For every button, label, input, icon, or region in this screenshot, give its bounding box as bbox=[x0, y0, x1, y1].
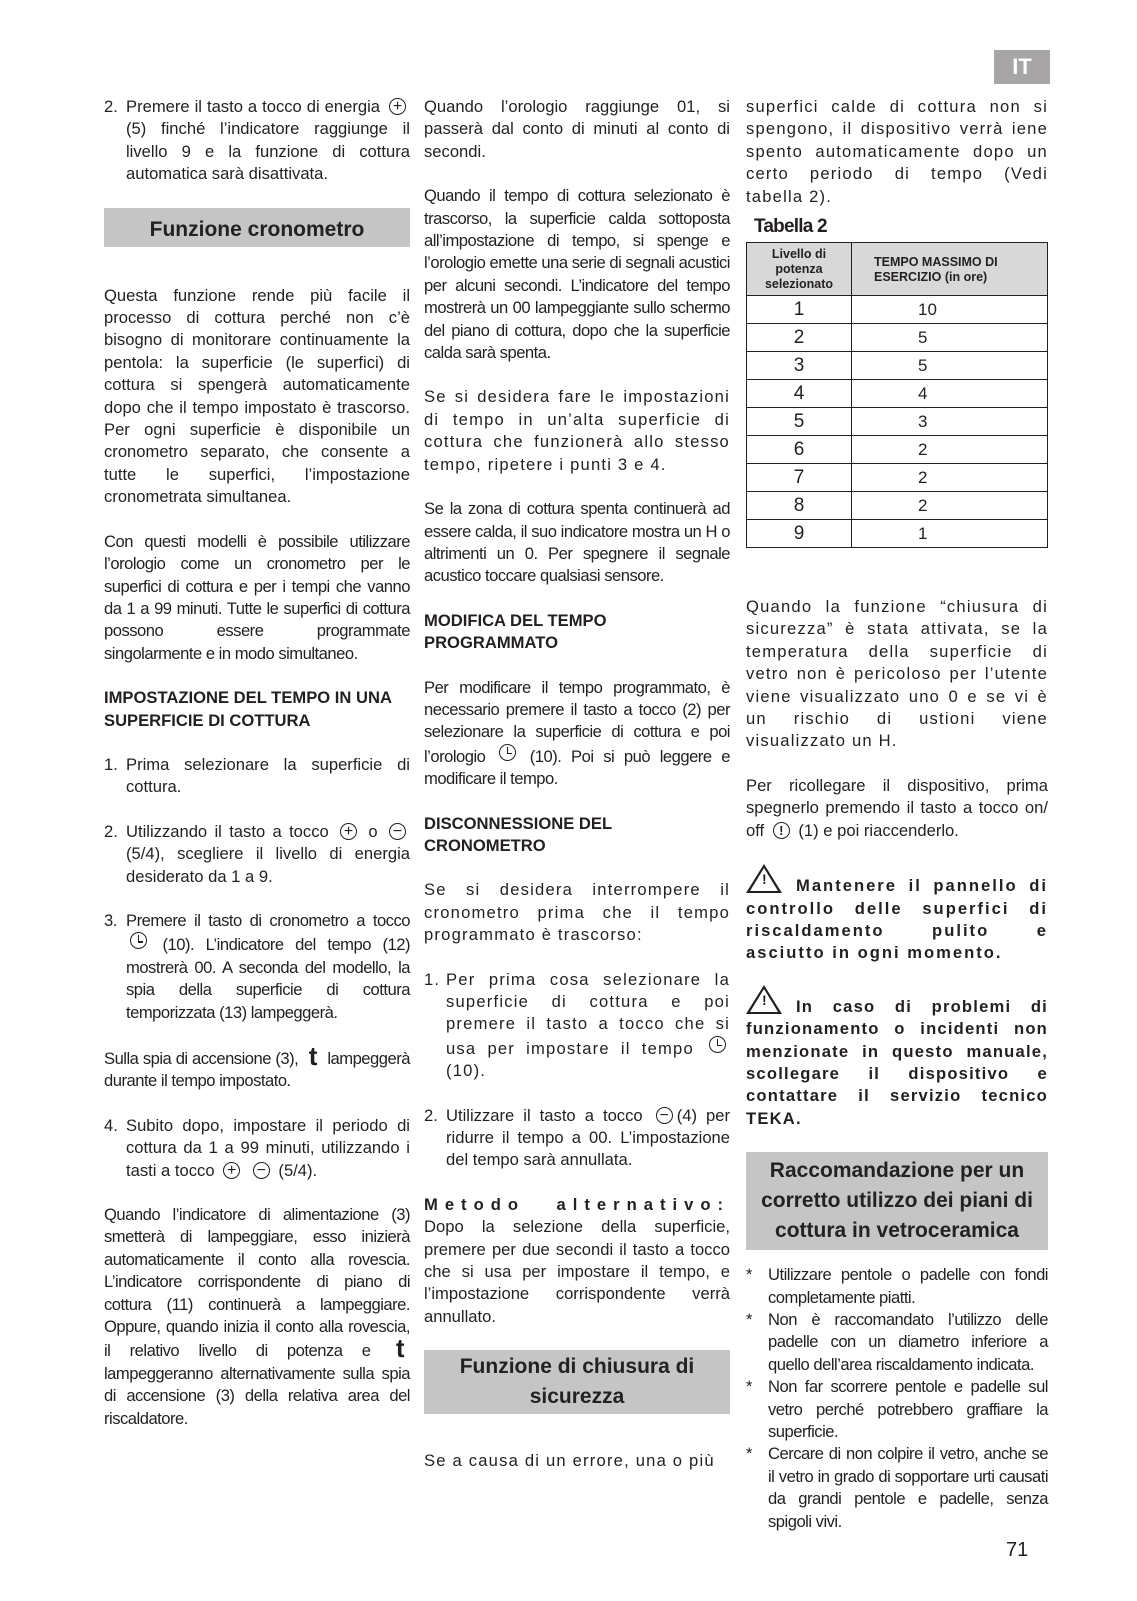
table-cell-hours: 2 bbox=[852, 492, 1048, 520]
step-text: Premere il tasto di cronometro a tocco bbox=[126, 910, 410, 930]
table-cell-hours: 2 bbox=[852, 436, 1048, 464]
paragraph: Se si desidera fare le impostazioni di tempo in un’alta superficie di cottura che funzionerà allo stesso tempo, ripetere i punti 3 e 4. bbox=[424, 387, 730, 474]
table-cell-level: 2 bbox=[747, 324, 852, 352]
minus-icon: − bbox=[656, 1107, 673, 1124]
paragraph: Con questi modelli è possibile utilizzare l’orologio come un cronometro per le superfici di cottura e per i tempi che vanno da 1 a 99 minuti. Tutte le superfici di cottura possono essere programmate singolarmente e in modo simultaneo. bbox=[104, 531, 410, 663]
paragraph: Sulla spia di accensione (3), bbox=[104, 1049, 299, 1068]
paragraph: superfici calde di cottura non si spengono, il dispositivo verrà iene spento automaticamente dopo un certo periodo di tempo (Vedi tabella 2). bbox=[746, 97, 1048, 206]
warning-icon: ! bbox=[746, 864, 782, 893]
list-item: * Utilizzare pentole o padelle con fondi completamente piatti. bbox=[746, 1264, 1048, 1309]
paragraph: lampeggeranno alternativamente sulla spia di accensione (3) della relativa area del riscaldatore. bbox=[104, 1363, 410, 1428]
paragraph: Quando il tempo di cottura selezionato è trascorso, la superficie calda sottoposta all’impostazione di tempo, si spenge e l’orologio emette una serie di segnali acustici per alcuni secondi. L’indicatore del tempo mostrerà un 00 lampeggiante sullo schermo del piano di cottura, dopo che la superficie calda sarà spenta. bbox=[424, 186, 730, 363]
step-text: Utilizzare il tasto a tocco bbox=[446, 1105, 643, 1125]
list-item bbox=[104, 910, 410, 1024]
paragraph: Se a causa di un errore, una o più bbox=[424, 1451, 715, 1471]
table-row bbox=[747, 436, 1048, 464]
table-row bbox=[747, 520, 1048, 548]
list-item bbox=[104, 754, 410, 799]
alt-method-label: Metodo alternativo: bbox=[424, 1194, 730, 1214]
table-cell-hours: 3 bbox=[852, 408, 1048, 436]
power-icon: ! bbox=[773, 822, 790, 839]
paragraph: Dopo la selezione della superficie, premere per due secondi il tasto a tocco che si usa per impostare il tempo, e l’impostazione corrispondente verrà annullato. bbox=[424, 1217, 730, 1326]
step-text: Subito dopo, impostare il periodo di cottura da 1 a 99 minuti, utilizzando i tasti a tocco bbox=[126, 1115, 410, 1180]
table-title: Tabella 2 bbox=[754, 216, 827, 238]
table-body bbox=[747, 296, 1048, 548]
recommendation-list bbox=[746, 1264, 1048, 1533]
table-row bbox=[747, 324, 1048, 352]
table-cell-level: 5 bbox=[747, 408, 852, 436]
step-text: Utilizzando il tasto a tocco bbox=[126, 821, 329, 841]
subheading: MODIFICA DEL TEMPO PROGRAMMATO bbox=[424, 610, 607, 653]
table-cell-level: 3 bbox=[747, 352, 852, 380]
table-row bbox=[747, 492, 1048, 520]
paragraph: Quando l’indicatore di alimentazione (3) smetterà di lampeggiare, esso inizierà automaticamente il conto alla rovescia. L’indicatore corrispondente di piano di cottura (11) continuerà a lampeggiare. Oppure, quando inizia il conto alla rovescia, il relativo livello di potenza bbox=[104, 1205, 410, 1361]
paragraph: Per modificare il tempo programmato, è necessario premere il tasto a tocco (2) per selezionare la superficie di cottura e poi l’orologio bbox=[424, 677, 730, 766]
clock-icon bbox=[130, 932, 147, 949]
step-number: 1. bbox=[424, 969, 441, 989]
table-cell-hours: 5 bbox=[852, 324, 1048, 352]
paragraph: Per ricollegare il dispositivo, prima spegnerlo premendo il tasto a tocco on/ off bbox=[746, 775, 1048, 840]
list-item bbox=[104, 821, 410, 888]
table-header: Livello di potenza selezionato bbox=[747, 243, 852, 296]
step-text: (10). bbox=[446, 1061, 487, 1081]
list-item bbox=[424, 1105, 730, 1172]
clock-icon bbox=[709, 1036, 726, 1053]
table-cell-level: 7 bbox=[747, 464, 852, 492]
table-cell-level: 4 bbox=[747, 380, 852, 408]
warning-icon: ! bbox=[746, 985, 782, 1014]
list-item: * Non è raccomandato l’utilizzo delle padelle con un diametro inferiore a quello dell’area riscaldamento indicata. bbox=[746, 1309, 1048, 1376]
table-cell-hours: 5 bbox=[852, 352, 1048, 380]
step-number: 2. bbox=[104, 821, 118, 841]
step-number: 4. bbox=[104, 1115, 118, 1135]
table-cell-level: 8 bbox=[747, 492, 852, 520]
plus-icon: + bbox=[389, 98, 406, 115]
paragraph: (10). Poi si può leggere e modificare il tempo. bbox=[424, 746, 730, 789]
paragraph: (1) e poi riaccenderlo. bbox=[798, 820, 959, 840]
step-2-energy bbox=[104, 96, 410, 186]
table-2 bbox=[746, 242, 1048, 548]
clock-icon bbox=[499, 744, 516, 761]
section-heading-raccomandazione: Raccomandazione per un corretto utilizzo dei piani di cottura in vetroceramica bbox=[746, 1152, 1048, 1250]
list-item: * Non far scorrere pentole e padelle sul vetro perché potrebbero graffiare la superficie. bbox=[746, 1376, 1048, 1443]
warning-text: Mantenere il pannello di controllo delle superfici di riscaldamento pulito e asciutto in ogni momento. bbox=[746, 876, 1048, 963]
table-cell-hours: 1 bbox=[852, 520, 1048, 548]
paragraph: Quando la funzione “chiusura di sicurezza” è stata attivata, se la temperatura della superficie di vetro non è pericoloso per l’utente viene visualizzato uno 0 e se vi è un rischio di ustioni viene visualizzato un H. bbox=[746, 597, 1048, 751]
list-item: * Cercare di non colpire il vetro, anche se il vetro in grado di sopportare urti causati da grandi pentole e padelle, senza spigoli vivi. bbox=[746, 1443, 1048, 1533]
table-row bbox=[747, 352, 1048, 380]
table-cell-level: 6 bbox=[747, 436, 852, 464]
step-text: (10). L’indicatore del tempo (12) mostrerà 00. A seconda del modello, la spia della superficie di cottura temporizzata (13) lampeggerà. bbox=[126, 935, 410, 1022]
column-1 bbox=[104, 96, 410, 1452]
warning-text: In caso di problemi di funzionamento o incidenti non menzionate in questo manuale, scollegare il dispositivo e contattare il servizio tecnico TEKA. bbox=[746, 996, 1048, 1128]
step-number: 2. bbox=[424, 1105, 438, 1125]
paragraph: Questa funzione rende più facile il processo di cottura perché non c’è bisogno di monitorare continuamente la pentola: la superficie (le superfici) di cottura si spengerà automaticamente dopo che il tempo impostato è trascorso. Per ogni superficie è disponibile un cronometro separato, che consente a tutte le superfici, l’impostazione cronometrata simultanea. bbox=[104, 285, 410, 507]
paragraph: Se la zona di cottura spenta continuerà ad essere calda, il suo indicatore mostra un H o altrimenti un 0. Per spegnere il segnale acustico toccare qualsiasi sensore. bbox=[424, 499, 730, 586]
table-row bbox=[747, 408, 1048, 436]
list-item bbox=[104, 1115, 410, 1182]
step-text: (5/4), scegliere il livello di energia desiderato da 1 a 9. bbox=[126, 844, 410, 886]
paragraph: e bbox=[361, 1341, 371, 1361]
paragraph: lampeggerà durante il tempo impostato. bbox=[104, 1049, 410, 1091]
subheading: DISCONNESSIONE DEL CRONOMETRO bbox=[424, 813, 612, 855]
table-row bbox=[747, 464, 1048, 492]
section-heading-cronometro: Funzione cronometro bbox=[104, 208, 410, 247]
column-3 bbox=[746, 96, 1048, 1533]
column-2 bbox=[424, 96, 730, 1495]
step-text: Per prima cosa selezionare la superficie di cottura e poi premere il tasto a tocco che si usa per impostare il tempo bbox=[446, 969, 730, 1058]
subheading: IMPOSTAZIONE DEL TEMPO IN UNA SUPERFICIE DI COTTURA bbox=[104, 688, 392, 730]
step-number: 3. bbox=[104, 910, 117, 930]
section-heading-chiusura: Funzione di chiusura di sicurezza bbox=[424, 1350, 730, 1414]
step-text: o bbox=[368, 821, 378, 841]
step-text: Prima selezionare la superficie di cottura. bbox=[126, 754, 410, 797]
step-text: (5/4). bbox=[278, 1160, 318, 1180]
table-cell-hours: 2 bbox=[852, 464, 1048, 492]
step-text: Premere il tasto a tocco di energia bbox=[126, 97, 380, 116]
table-header: TEMPO MASSIMO DI ESERCIZIO (in ore) bbox=[852, 243, 1048, 296]
timer-t-icon: t bbox=[395, 1333, 404, 1364]
step-text: (5) finché l’indicatore raggiunge il livello 9 e la funzione di cottura automatica sarà disattivata. bbox=[126, 119, 410, 184]
paragraph: Quando l’orologio raggiunge 01, si passerà dal conto di minuti al conto di secondi. bbox=[424, 97, 730, 161]
minus-icon: − bbox=[253, 1162, 270, 1179]
list-item bbox=[424, 969, 730, 1083]
plus-icon: + bbox=[223, 1162, 240, 1179]
table-cell-hours: 4 bbox=[852, 380, 1048, 408]
page-number: 71 bbox=[1006, 1539, 1029, 1561]
plus-icon: + bbox=[340, 823, 357, 840]
language-tab: IT bbox=[994, 50, 1050, 84]
table-row bbox=[747, 296, 1048, 324]
table-cell-level: 1 bbox=[747, 296, 852, 324]
table-cell-hours: 10 bbox=[852, 296, 1048, 324]
paragraph: Se si desidera interrompere il cronometro prima che il tempo programmato è trascorso: bbox=[424, 880, 730, 945]
minus-icon: − bbox=[389, 823, 406, 840]
table-row bbox=[747, 380, 1048, 408]
step-number: 2. bbox=[104, 97, 118, 116]
step-number: 1. bbox=[104, 754, 118, 774]
step-text: (4) per ridurre il tempo a 00. L’impostazione del tempo sarà annullata. bbox=[446, 1105, 730, 1170]
timer-t-icon: t bbox=[308, 1041, 317, 1071]
table-cell-level: 9 bbox=[747, 520, 852, 548]
